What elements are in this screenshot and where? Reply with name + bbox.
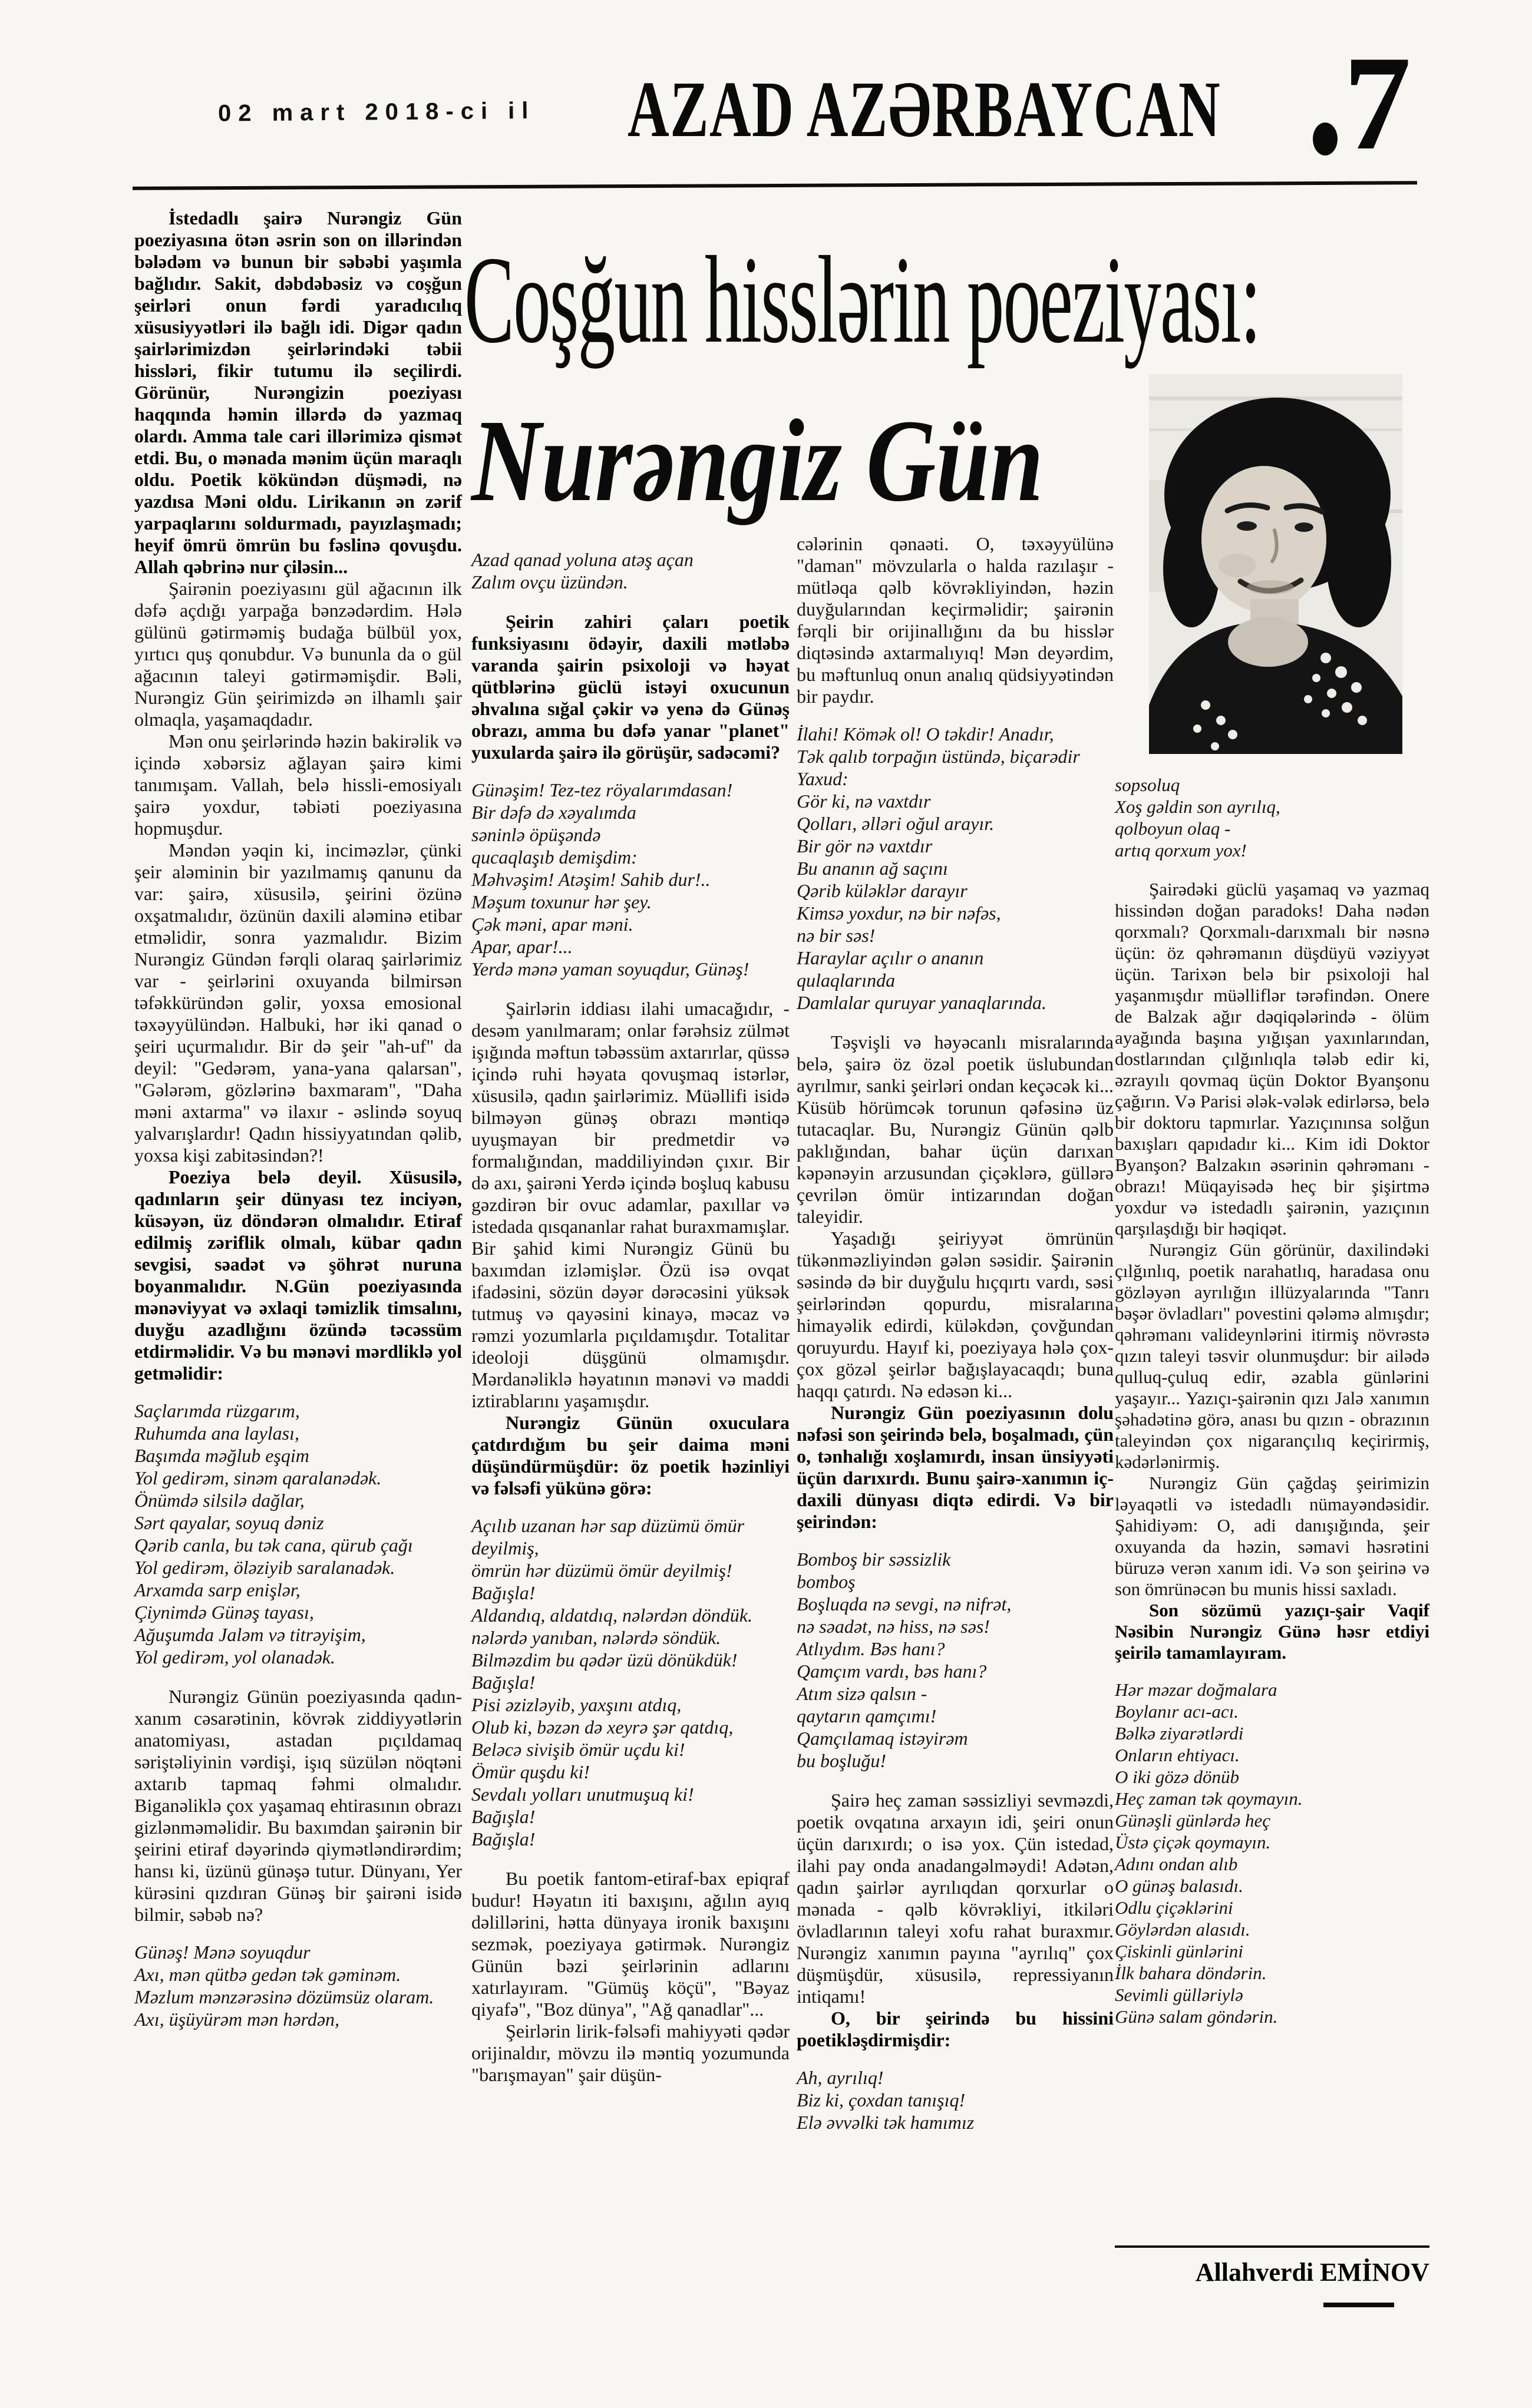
- poem-line: Ömür quşdu ki!: [471, 1761, 590, 1782]
- poem-line: artıq qorxum yox!: [1115, 840, 1247, 861]
- poem-line: Bəlkə ziyarətlərdi: [1115, 1723, 1244, 1744]
- poem-line: Hər məzar doğmalara: [1115, 1679, 1277, 1700]
- poem-line: sopsoluq: [1115, 775, 1180, 795]
- poem-line: Bağışla!: [471, 1806, 536, 1827]
- poem-line: Açılıb uzanan hər sap düzümü ömür: [471, 1515, 745, 1536]
- newspaper-masthead: AZAD AZƏRBAYCAN: [628, 65, 1221, 154]
- poem-line: Haraylar açılır o ananın: [797, 947, 984, 968]
- poem-block: [797, 723, 1114, 1014]
- poem-line: Kimsə yoxdur, nə bir nəfəs,: [797, 902, 1001, 924]
- paragraph: Şeirlərin lirik-fəlsəfi mahiyyəti qədər orijinaldır, mövzu ilə məntiq yozumunda "barışmayan" şair düşün-: [471, 2020, 790, 2085]
- poem-line: Adını ondan alıb: [1115, 1854, 1238, 1874]
- poem-line: Önümdə silsilə dağlar,: [134, 1490, 305, 1511]
- poem-block: [471, 548, 790, 593]
- poem-line: Elə əvvəlki tək hamımız: [797, 2112, 975, 2133]
- poem-line: Azad qanad yoluna atəş açan: [471, 549, 694, 570]
- poem-line: Boşluqda nə sevgi, nə nifrət,: [797, 1593, 1012, 1615]
- poem-line: nə bir səs!: [797, 925, 876, 946]
- poem-line: səninlə öpüşəndə: [471, 824, 601, 845]
- poem-line: qulaqlarında: [797, 970, 896, 991]
- paragraph-bold: Poeziya belə deyil. Xüsusilə, qadınların şeir dünyası tez inciyən, küsəyən, üz döndərən olmalıdır. Etiraf edilmiş zəriflik olmalı, kübar qadın sevgisi, səadət və şöhrət nuruna boyanmalıdır. N.Gün poeziyasında mənəviyyat və əxlaqi təmizlik timsalını, duyğu azadlığını özündə təcəssüm etdirməlidir. Və bu mənəvi mərdliklə yol getməlidir:: [134, 1166, 462, 1384]
- poem-line: Yerdə mənə yaman soyuqdur, Günəş!: [471, 958, 750, 980]
- text-column-2: [471, 533, 790, 2086]
- poem-line: Zalım ovçu üzündən.: [471, 571, 628, 593]
- poem-line: Günəşim! Tez-tez röyalarımdasan!: [471, 779, 733, 801]
- poem-line: Atım sizə qalsın -: [797, 1683, 927, 1704]
- poem-line: Bilməzdim bu qədər üzü dönükdük!: [471, 1649, 738, 1671]
- poem-block: [1115, 1679, 1429, 2027]
- poem-line: Ruhumda ana laylası,: [134, 1423, 299, 1444]
- poem-line: Olub ki, bəzən də xeyrə şər qatdıq,: [471, 1716, 734, 1738]
- poem-line: Boylanır acı-acı.: [1115, 1701, 1239, 1722]
- paragraph: Məndən yəqin ki, inciməzlər, çünki şeir aləminin bir yazılmamış qanunu da var: şairə, xüsusilə, şeirini özünə oxşatmalıdır, özünün daxili aləminə etibar etməlidir, sonra yazmalıdır. Bizim Nurəngiz Gündən fərqli olaraq şairlərimiz var - şeirlərini oxuyanda bilmirsən təfəkküründən gəlir, yoxsa emosional təxəyyülündən. Halbuki, hər iki qanad o şeiri uçurmalıdır. Bir də şeir "ah-uf" da deyil: "Gedərəm, yana-yana qalarsan", "Gələrəm, gözlərinə baxmaram", "Daha məni axtarma" və ilaxır - əslində soyuq yalvarışlardır! Qadın hissiyyatından qəlib, yoxsa kişi zabitəsindən?!: [134, 839, 462, 1166]
- signature-rule: [1115, 2245, 1429, 2248]
- poem-line: qucaqlaşıb demişdim:: [471, 846, 638, 868]
- poem-line: Onların ehtiyacı.: [1115, 1745, 1240, 1765]
- paragraph: Şairədəki güclü yaşamaq və yazmaq hissindən doğan paradoks! Daha nədən qorxmalı? Qorxmalı-darıxmalı bir nəsnə üçün: öz qəhrəmanın düşdüyü vəziyyət üçün. Tarixən belə bir psixoloji hal yaşanmışdır müəlliflər tərəfindən. Onere de Balzak ağır dəqiqələrində - ölüm ayağında başına yığışan yaxınlarından, dostlarından çılğınlıqla tələb edir ki, əzrayılı qovmaq üçün Doktor Byanşonu çağırın. Və Parisi ələk-vələk edirlərsə, belə bir doktoru tapmırlar. Yazıçınınsa solğun baxışları qapıdadır ki... Kim idi Doktor Byanşon? Balzakın əsərinin qəhrəmanı - obrazı! Müqayisədə heç bir şişirtmə yoxdur və istedadlı şairənin, yazıçının qarşılaşdığı bir həqiqət.: [1115, 879, 1429, 1239]
- poem-line: qaytarın qamçımı!: [797, 1705, 937, 1726]
- paragraph-bold: Son sözümü yazıçı-şair Vaqif Nəsibin Nurəngiz Günə həsr etdiyi şeirilə tamamlayıram.: [1115, 1600, 1429, 1663]
- poem-line: Günəş! Mənə soyuqdur: [134, 1941, 311, 1963]
- poem-line: Apar, apar!...: [471, 936, 573, 957]
- poem-line: Xoş gəldin son ayrılıq,: [1115, 796, 1280, 817]
- poem-line: bomboş: [797, 1571, 856, 1592]
- paragraph: Şairlərin iddiası ilahi umacağıdır, - desəm yanılmaram; onlar fərəhsiz zülmət işığında məftun təbəssüm axtarırlar, qüssə içində ruhi həyata qovuşmaq istərlər, xüsusilə, qadın şairlərimiz. Müəllifi isidə bilməyən günəş obrazı məntiqə uyuşmayan bir predmetdir və formalığından, maddiliyindən çıxır. Bir də axı, şairəni Yerdə içində boşluq kabusu gəzdirən bir ovuc adamlar, paxıllar və istedada qısqananlar rahat buraxmamışlar. Bir şahid kimi Nurəngiz Günü bu baxımdan izləmişlər. Özü isə ovqat ifadəsini, sözün dəyər dərəcəsini yüksək tutmuş və qayəsini kinayə, məcaz və rəmzi yozumlarla pıçıldamışdır. Totalitar ideoloji düşgünü olmamışdır. Mərdanəliklə həyatının mənəvi və maddi iztirablarını yaşamışdır.: [471, 998, 790, 1411]
- poem-line: Axı, üşüyürəm mən hərdən,: [134, 2009, 340, 2030]
- poem-line: Bağışla!: [471, 1672, 536, 1693]
- paragraph: Mən onu şeirlərində həzin bakirəlik və içində xəbərsiz ağlayan şairə kimi tanımışam. Vallah, belə hissli-emosiyalı şairə yoxdur, təbiəti poeziyasına hopmuşdur.: [134, 730, 462, 839]
- poem-line: Sevdalı yolları unutmuşuq ki!: [471, 1784, 694, 1805]
- paragraph: Nurəngiz Günün poeziyasında qadın-xanım cəsarətinin, kövrək ziddiyyətlərin anatomiyası, astadan pıçıldamaq səriştəliyinin vərdişi, işıq süzülən nöqtəni axtarıb tapmaq fəhmi olmalıdır. Biganəliklə çox yaşamaq ehtirasının obrazı gizlənməməlidir. Bu baxımdan şairənin bir şeirini etiraf dəyərində qiymətləndirərdim; hansı ki, üzünü günəşə tutur. Dünyanı, Yer kürəsini qızdıran Günəş bir şairəni isidə bilmir, səbəb nə?: [134, 1686, 462, 1925]
- paragraph: Şairə heç zaman səssizliyi sevməzdi, poetik ovqatına arxayın idi, şeiri onun üçün darıxırdı; o isə yox. Çün istedad, ilahi pay onda anadangəlməydi! Adətən, qadın şairlər ayrılıqdan qorxurlar o mənada - qəlb kövrəkliyi, itkiləri övladlarının taleyi xofu rahat buraxmır. Nurəngiz xanımın payına "ayrılıq" çox düşmüşdür, xüsusilə, repressiyanın intiqamı!: [797, 1790, 1114, 2007]
- poem-line: Pisi əzizləyib, yaxşını atdıq,: [471, 1694, 682, 1715]
- poem-line: Bağışla!: [471, 1828, 536, 1850]
- poem-line: Tək qalıb torpağın üstündə, biçarədir: [797, 746, 1080, 767]
- poem-line: Bu ananın ağ saçını: [797, 858, 948, 879]
- poem-line: Qərib küləklər darayır: [797, 880, 968, 901]
- paragraph: Şairənin poeziyasını gül ağacının ilk dəfə açdığı yarpağa bənzədərdim. Hələ gülünü gətirməmiş budağa bülbül yox, yırtıcı quş qonubdur. Və bununla da o gül ağacının taleyi gətirməmişdir. Bəli, Nurəngiz Gün şeirimizdə ən ilhamlı şair olmaqla, yaşamaqdadır.: [134, 578, 462, 730]
- paragraph-bold: İstedadlı şairə Nurəngiz Gün poeziyasına ötən əsrin son on illərindən bələdəm və bunun bir səbəbi yaşımla bağlıdır. Sakit, dəbdəbəsiz və coşğun şeirləri onun fərdi yaradıcılıq xüsusiyyətləri ilə bağlı idi. Digər qadın şairlərimizdən şeirlərindəki təbii hissləri, fikir tutumu ilə seçilirdi. Görünür, Nurəngizin poeziyası haqqında həmin illərdə də yazmaq olardı. Amma tale cari illərimizə qismət etdi. Bu, o mənada mənim üçün maraqlı oldu. Poetik kökündən düşmədi, nə yazdısa Məni oldu. Lirikanın ən zərif yarpaqlarını soldurmadı, payızlaşmadı; heyif ömrü ömrün bu fəslinə qovuşdu. Allah qəbrinə nur çiləsin...: [134, 207, 462, 577]
- poem-line: qolboyun olaq -: [1115, 818, 1231, 839]
- poem-line: Ah, ayrılıq!: [797, 2067, 884, 2088]
- poem-line: Günəşli günlərdə heç: [1115, 1810, 1270, 1831]
- poem-line: Qamçılamaq istəyirəm: [797, 1728, 968, 1749]
- poem-line: Çək məni, apar məni.: [471, 914, 633, 935]
- poem-line: Odlu çiçəklərini: [1115, 1897, 1233, 1918]
- paragraph-bold: O, bir şeirində bu hissini poetikləşdirmişdir:: [797, 2007, 1114, 2050]
- text-column-3: [797, 533, 1114, 2151]
- text-column-4: [1115, 759, 1429, 2045]
- poem-block: [1115, 774, 1429, 861]
- poem-line: Məzlum mənzərəsinə dözümsüz olaram.: [134, 1986, 434, 2007]
- poem-line: Bomboş bir səssizlik: [797, 1549, 951, 1570]
- paragraph-bold: Şeirin zahiri çaları poetik funksiyasını ödəyir, daxili mətləbə varanda şairin psixoloji və həyat qütblərinə güclü istəyi oxucunun əhvalına sığal çəkir və yenə də Günəş obrazı, amma bu dəfə yanar "planet" yuxularda şairə ilə görüşür, sadəcəmi?: [471, 611, 790, 763]
- poem-line: Saçlarımda rüzgarım,: [134, 1400, 300, 1421]
- poem-block: [471, 1514, 790, 1850]
- paragraph: Yaşadığı şeiriyyət ömrünün tükənməzliyindən gələn səsidir. Şairənin səsində də bir duyğulu hıçqırtı vardı, səsi şeirlərindən qopurdu, misralarına himayəlik edirdi, küləkdən, çovğundan qoruyurdu. Hayıf ki, poeziyaya hələ çox-çox gözəl şeirlər bağışlayacaqdı; buna haqqı çatırdı. Nə edəsən ki...: [797, 1228, 1114, 1401]
- poem-line: Yaxud:: [797, 768, 848, 789]
- poem-line: Günə salam göndərin.: [1115, 2006, 1278, 2027]
- author-signature-block: [1115, 2245, 1429, 2307]
- paragraph: Nurəngiz Gün çağdaş şeirimizin ləyaqətli və istedadlı nümayəndəsidir. Şahidiyəm: O, adi danışığında, şeir oxuyanda da həzin, səmavi həsrətini büruzə verən xanım idi. Və son şeirinə və son ömrünəcən bu munis hissi saxladı.: [1115, 1473, 1429, 1599]
- poem-line: Axı, mən qütbə gedən tək gəminəm.: [134, 1964, 401, 1985]
- article-title-line2: Nurəngiz Gün: [471, 396, 1044, 526]
- article-title-line1: Coşğun hisslərin poeziyası:: [464, 230, 1260, 369]
- signature-dash: [1323, 2303, 1394, 2307]
- poem-line: nə səadət, nə hiss, nə səs!: [797, 1616, 990, 1637]
- author-byline: Allahverdi EMİNOV: [1195, 2258, 1429, 2287]
- poem-line: Üstə çiçək qoymayın.: [1115, 1832, 1271, 1853]
- paragraph: cələrinin qənaəti. O, təxəyyülünə "daman" mövzularla o halda razılaşır - mütləqa qəlb kövrəkliyindən, həzin duyğularından keçirməlidir; şairənin fərqli bir orijinallığını da bu hisslər diqtəsində axtarmalıyıq! Mən deyərdim, bu məftunluq onun analıq qüdsiyyətindən bir paydır.: [797, 533, 1114, 707]
- poem-line: Çiynimdə Günəş tayası,: [134, 1602, 314, 1623]
- poem-line: O iki gözə dönüb: [1115, 1767, 1239, 1787]
- poem-line: nələrdə yanıban, nələrdə söndük.: [471, 1627, 721, 1648]
- text-column-1: [134, 207, 462, 2048]
- poem-line: Aldandıq, aldatdıq, nələrdən döndük.: [471, 1605, 752, 1626]
- poem-line: Atlıydım. Bəs hanı?: [797, 1638, 945, 1659]
- poem-block: [471, 779, 790, 980]
- page-number-bullet-icon: [1313, 123, 1338, 156]
- poem-line: ömrün hər düzümü ömür deyilmiş!: [471, 1560, 732, 1581]
- poem-line: Beləcə sivişib ömür uçdu ki!: [471, 1739, 685, 1760]
- poem-line: Bir gör nə vaxtdır: [797, 835, 933, 856]
- poem-line: Bir dəfə də xəyalımda: [471, 802, 636, 823]
- poem-block: [134, 1400, 462, 1668]
- issue-date: 02 mart 2018-ci il: [217, 97, 536, 127]
- poem-line: Damlalar quruyar yanaqlarında.: [797, 992, 1046, 1013]
- paragraph: Bu poetik fantom-etiraf-bax epiqraf budur! Həyatın iti baxışını, ağılın ayıq dəlillərini, hətta dünyaya ironik baxışını sezmək, poeziyaya gətirmək. Nurəngiz Günün bəzi şeirlərinin adlarını xatırlayıram. "Gümüş köçü", "Bəyaz qiyafə", "Boz dünya", "Ağ qanadlar"...: [471, 1868, 790, 2020]
- poem-line: Məşum toxunur hər şey.: [471, 891, 652, 912]
- poem-line: Qolları, əlləri oğul arayır.: [797, 813, 995, 834]
- poem-line: O günəş balasıdı.: [1115, 1876, 1243, 1896]
- poem-line: Biz ki, çoxdan tanışıq!: [797, 2089, 966, 2111]
- poem-line: deyilmiş,: [471, 1537, 539, 1559]
- poem-line: Arxamda sarp enişlər,: [134, 1579, 301, 1600]
- paragraph-bold: Nurəngiz Günün oxuculara çatdırdığım bu şeir daima məni düşündürmüşdür: öz poetik həzinliyi və fəlsəfi yükünə görə:: [471, 1412, 790, 1499]
- poem-line: bu boşluğu!: [797, 1750, 886, 1771]
- poem-line: Gör ki, nə vaxtdır: [797, 790, 931, 812]
- poem-block: [797, 1548, 1114, 1772]
- poem-line: İlahi! Kömək ol! O təkdir! Anadır,: [797, 723, 1054, 745]
- page-number: 7: [1343, 28, 1411, 178]
- poem-block: [134, 1941, 462, 2030]
- paragraph: Nurəngiz Gün görünür, daxilindəki çılğınlıq, poetik narahatlıq, haradasa onu gözləyən ayrılığın illüzyalarında "Tanrı bəşər övladları" povestini qələmə almışdır; qəhrəmanı valideynlərini itirmiş növrəstə qızın taleyi təsvir olunmuşdur: bir ailədə qulluq-çuluq edir, əzabla günlərini yaşayır... Yazıçı-şairənin qızı Jalə xanımın şəhadətinə görə, anası bu qızın - obrazının taleyindən çox nigarançılıq keçirirmiş, kədərlənirmiş.: [1115, 1239, 1429, 1472]
- poem-line: Yol gedirəm, öləziyib saralanadək.: [134, 1557, 395, 1578]
- poem-line: Yol gedirəm, yol olanadək.: [134, 1646, 335, 1668]
- poem-line: Məhvəşim! Atəşim! Sahib dur!..: [471, 869, 711, 890]
- poem-line: Sərt qayalar, soyuq dəniz: [134, 1512, 324, 1533]
- paragraph: Təşvişli və həyəcanlı misralarında belə, şairə öz özəl poetik üslubundan ayrılmır, sanki şeirləri ondan keçəcək ki... Küsüb hörümcək torunun qəfəsinə üz tutacaqlar. Bu, Nurəngiz Günün qəlb paklığından, bahar üçün darıxan kəpənəyin arzusundan çiçəklərə, güllərə çevrilən ömür intizarından doğan taleyidir.: [797, 1031, 1114, 1227]
- poem-line: Başımda məğlub eşqim: [134, 1445, 309, 1466]
- poem-line: Sevimli gülləriylə: [1115, 1984, 1243, 2005]
- poem-line: Yol gedirəm, sinəm qaralanədək.: [134, 1467, 382, 1489]
- paragraph-bold: Nurəngiz Gün poeziyasının dolu nəfəsi son şeirində belə, boşalmadı, çün o, tənhalığı xoşlamırdı, insan ünsiyyəti üçün darıxırdı. Bunu şairə-xanımın iç-daxili dünyası diqtə edirdi. Və bir şeirindən:: [797, 1402, 1114, 1532]
- poem-line: Qərib canla, bu tək cana, qürub çağı: [134, 1534, 413, 1556]
- poem-line: Bağışla!: [471, 1582, 536, 1603]
- poem-line: Çiskinli günlərini: [1115, 1941, 1243, 1962]
- header-rule: [133, 181, 1417, 190]
- poem-line: Ağuşumda Jaləm və titrəyişim,: [134, 1624, 366, 1645]
- poem-line: Qamçım vardı, bəs hanı?: [797, 1661, 987, 1682]
- poem-block: [797, 2066, 1114, 2134]
- portrait-photo: [1149, 374, 1402, 754]
- poem-line: İlk bahara döndərin.: [1115, 1963, 1267, 1983]
- poem-line: Göylərdən alasıdı.: [1115, 1919, 1250, 1940]
- poem-line: Heç zaman tək qoymayın.: [1115, 1788, 1303, 1809]
